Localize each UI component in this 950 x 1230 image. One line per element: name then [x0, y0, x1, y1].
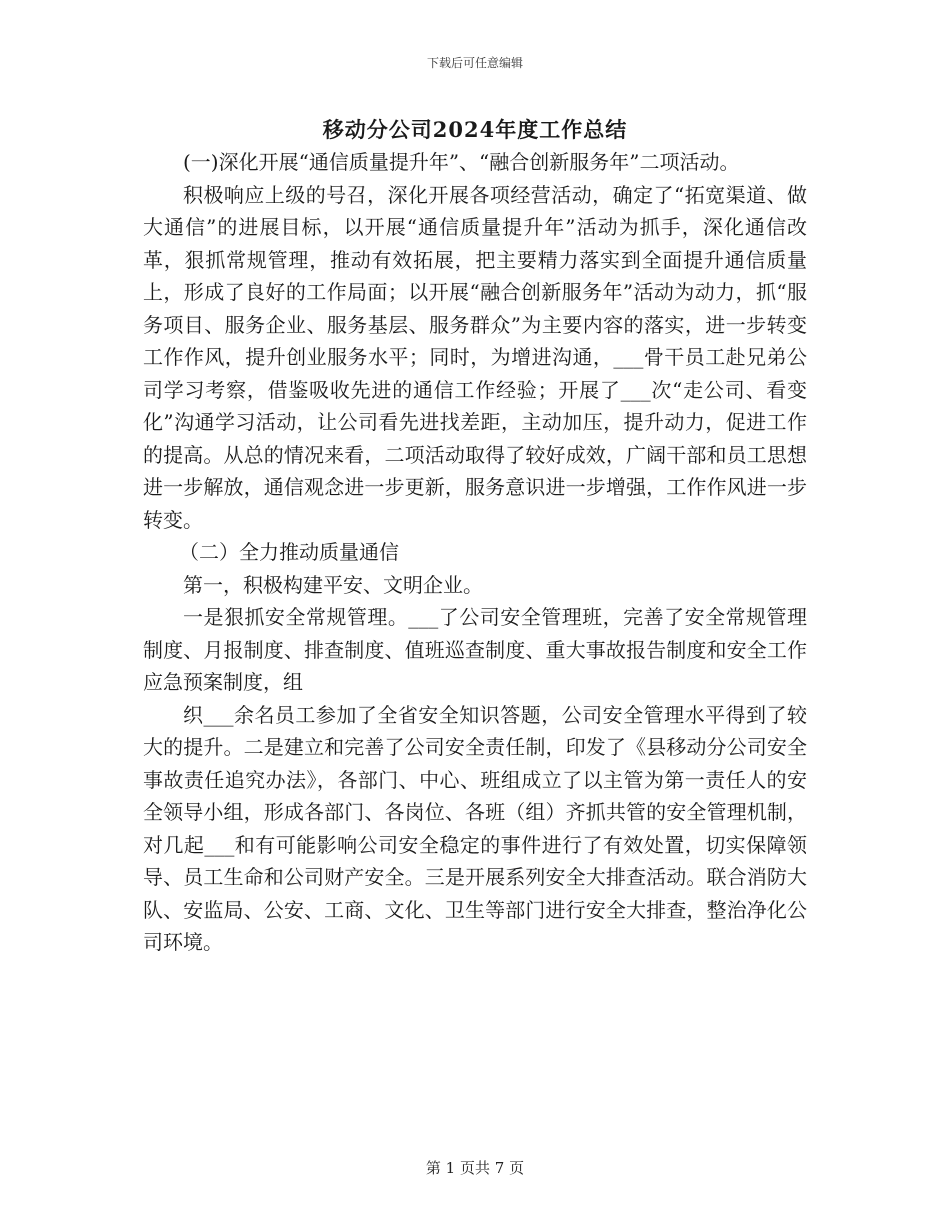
header-note: 下载后可任意编辑 — [426, 56, 523, 70]
paragraph-heading-2: （二）全力推动质量通信 — [179, 540, 399, 564]
paragraph: 一是狠抓安全常规管理。___了公司安全管理班，完善了安全常规管理制度、月报制度、排查制度、值班巡查制度、重大事故报告制度和安全工作应急预案制度，组 — [143, 605, 807, 694]
document-title: 移动分公司2024年度工作总结 — [322, 117, 628, 142]
paragraph: 第一，积极构建平安、文明企业。 — [183, 572, 483, 597]
paragraph-heading-1: (一)深化开展“通信质量提升年”、“融合创新服务年”二项活动。 — [183, 150, 740, 174]
page-number: 第 1 页共 7 页 — [425, 1159, 525, 1177]
paragraph: 积极响应上级的号召，深化开展各项经营活动，确定了“拓宽渠道、做大通信”的进展目标，以开展“通信质量提升年”活动为抓手，深化通信改革，狠抓常规管理，推动有效拓展，把主要精力落实到全面提升通信质量上，形成了良好的工作局面；以开展“融合创新服务年”活动为动力，抓“服务项目、服务企业、服务基层、服务群众”为主要内容的落实，进一步转变工作作风，提升创业服务水平；同时，为增进沟通，___骨干员工赴兄弟公司学习考察，借鉴吸收先进的通信工作经验；开展了___次“走公司、看变化”沟通学习活动，让公司看先进找差距，主动加压，提升动力，促进工作的提高。从总的情况来看，二项活动取得了较好成效，广阔干部和员工思想进一步解放，通信观念进一步更新，服务意识进一步增强，工作作风进一步转变。 — [143, 182, 807, 532]
paragraph: 织___余名员工参加了全省安全知识答题，公司安全管理水平得到了较大的提升。二是建立和完善了公司安全责任制，印发了《县移动分公司安全事故责任追究办法》，各部门、中心、班组成立了以主管为第一责任人的安全领导小组，形成各部门、各岗位、各班（组）齐抓共管的安全管理机制，对几起___和有可能影响公司安全稳定的事件进行了有效处置，切实保障领导、员工生命和公司财产安全。三是开展系列安全大排查活动。联合消防大队、安监局、公安、工商、文化、卫生等部门进行安全大排查，整治净化公司环境。 — [143, 702, 807, 954]
document-body — [143, 146, 807, 959]
